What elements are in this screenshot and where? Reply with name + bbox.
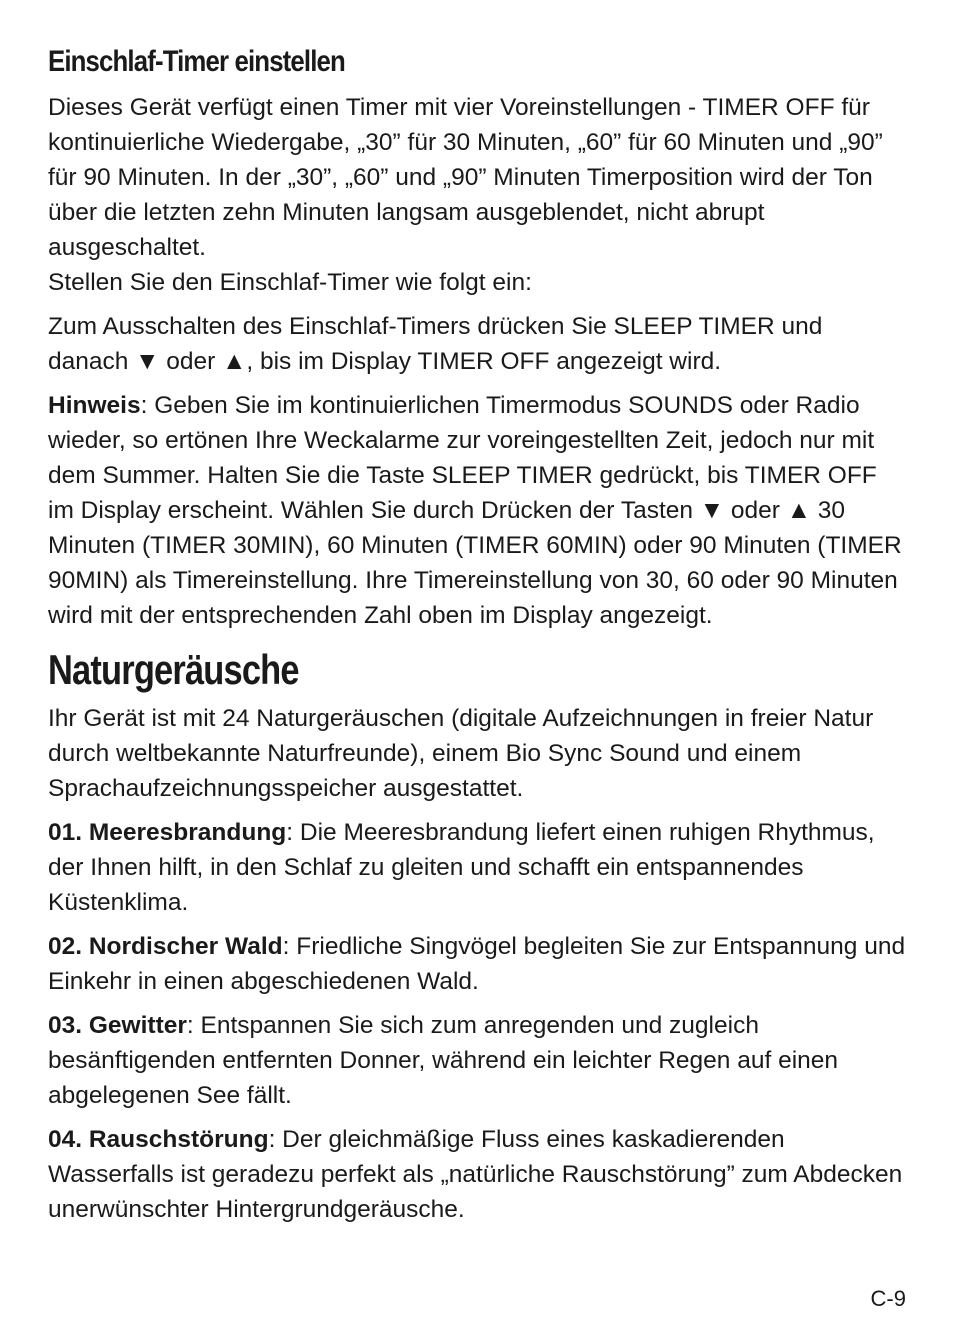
sound-item <box>48 1122 908 1227</box>
note-text: : Geben Sie im kontinuierlichen Timermodus SOUNDS oder Radio wieder, so ertönen Ihre Weckalarme zur voreingestellten Zeit, jedoch nur mit dem Summer. Halten Sie die Taste SLEEP TIMER gedrückt, bis TIMER OFF im Display erscheint. Wählen Sie durch Drücken der Tasten ▼ oder ▲ 30 Minuten (TIMER 30MIN), 60 Minuten (TIMER 60MIN) oder 90 Minuten (TIMER 90MIN) als Timereinstellung. Ihre Timereinstellung von 30, 60 oder 90 Minuten wird mit der entsprechenden Zahl oben im Display angezeigt. <box>48 392 902 629</box>
sound-item-label: 01. Meeresbrandung <box>48 819 287 846</box>
sound-item-label: 04. Rauschstörung <box>48 1126 269 1153</box>
sound-item-label: 02. Nordischer Wald <box>48 933 283 960</box>
sound-item <box>48 929 908 999</box>
section-heading-sounds: Naturgeräusche <box>48 646 299 693</box>
sound-item <box>48 815 908 920</box>
sound-item-text: : Die Meeresbrandung liefert einen ruhigen Rhythmus, der Ihnen hilft, in den Schlaf zu gleiten und schafft ein entspannendes Küstenklima. <box>48 819 875 916</box>
sound-item-label: 03. Gewitter <box>48 1012 187 1039</box>
timer-paragraph-presets: Dieses Gerät verfügt einen Timer mit vier Voreinstellungen - TIMER OFF für kontinuierliche Wiedergabe, „30” für 30 Minuten, „60” für 60 Minuten und „90” für 90 Minuten. In der „30”, „60” und „90” Minuten Timerposition wird der Ton über die letzten zehn Minuten langsam ausgeblendet, nicht abrupt ausgeschaltet. <box>48 94 883 261</box>
sound-item-text: : Friedliche Singvögel begleiten Sie zur Entspannung und Einkehr in einen abgeschiedenen Wald. <box>48 933 906 995</box>
timer-note <box>48 388 908 633</box>
sounds-intro: Ihr Gerät ist mit 24 Naturgeräuschen (digitale Aufzeichnungen in freier Natur durch weltbekannte Naturfreunde), einem Bio Sync Sound und einem Sprachaufzeichnungsspeicher ausgestattet. <box>48 705 874 802</box>
timer-paragraph-off: Zum Ausschalten des Einschlaf-Timers drücken Sie SLEEP TIMER und danach ▼ oder ▲, bis im Display TIMER OFF angezeigt wird. <box>48 313 823 375</box>
note-label: Hinweis <box>48 392 141 419</box>
sound-item-text: : Der gleichmäßige Fluss eines kaskadierenden Wasserfalls ist geradezu perfekt als „natürliche Rauschstörung” zum Abdecken unerwünschter Hintergrundgeräusche. <box>48 1126 903 1223</box>
sound-item <box>48 1008 908 1113</box>
section-heading-timer: Einschlaf-Timer einstellen <box>48 45 345 78</box>
timer-paragraph-howto: Stellen Sie den Einschlaf-Timer wie folgt ein: <box>48 269 532 296</box>
page-number: C-9 <box>870 1286 906 1311</box>
sound-item-text: : Entspannen Sie sich zum anregenden und zugleich besänftigenden entfernten Donner, während ein leichter Regen auf einen abgelegenen See fällt. <box>48 1012 839 1109</box>
page-content <box>48 42 908 1227</box>
